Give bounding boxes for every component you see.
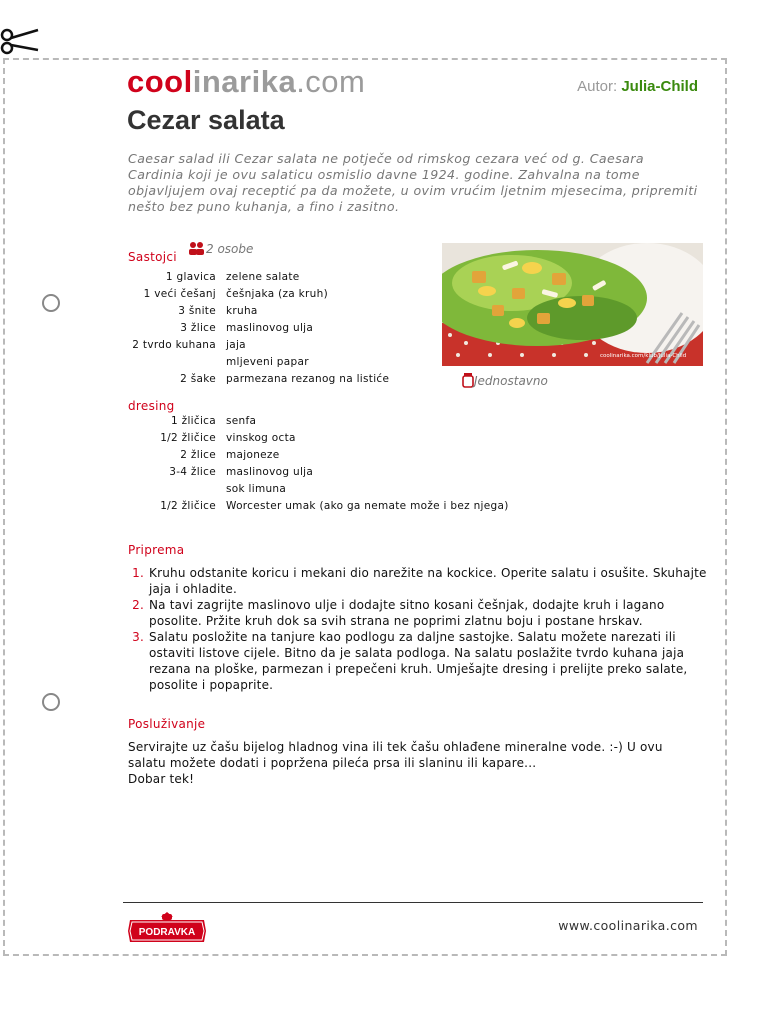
preparation-step: 2. Na tavi zagrijte maslinovo ulje i dodajte sitno kosani češnjak, dodajte kruh i lagano posolite. Pržite kruh dok sa svih strana ne poprimi zlatnu boju i postane hrskav.: [148, 597, 718, 629]
preparation-heading: Priprema: [128, 543, 185, 557]
author-line: [577, 78, 698, 95]
serving-heading: Posluživanje: [128, 717, 206, 731]
punch-hole-bottom: [42, 693, 60, 711]
people-icon: [188, 241, 206, 255]
svg-text:PODRAVKA: PODRAVKA: [138, 927, 196, 938]
preparation-step: 3. Salatu posložite na tanjure kao podlogu za daljne sastojke. Salatu možete narezati ili ostaviti listove cijele. Bitno da je salata podloga. Na salatu poslažite tvrdo kuhana jaja rezana na ploške, parmezan i prepečeni kruh. Umješajte dresing i prelijte preko salate, posolite i popaprite.: [148, 629, 718, 693]
preparation-steps: [128, 565, 718, 693]
ingredient-row: 1 glavica zelene salate: [165, 271, 300, 283]
difficulty-icon: [462, 372, 474, 388]
preparation-step: 1. Kruhu odstanite koricu i mekani dio narežite na kockice. Operite salatu i osušite. Skuhajte jaja i ohladite.: [148, 565, 718, 597]
ingredient-row: 1 veći češanj češnjaka (za kruh): [143, 288, 328, 300]
ingredients-list: [128, 271, 389, 390]
servings: [188, 241, 253, 256]
ingredient-row: 1/2 žličice Worcester umak (ako ga nemate može i bez njega): [160, 500, 509, 512]
ingredients-heading: Sastojci: [128, 250, 177, 264]
serving-text: Servirajte uz čašu bijelog hladnog vina ili tek čašu ohlađene mineralne vode. :-) U ovu salatu možete dodati i popržena pileća prsa ili slaninu ili kapare... Dobar tek!: [128, 740, 663, 786]
ingredient-row: 3 šnite kruha: [178, 305, 258, 317]
recipe-photo: [442, 243, 703, 366]
author-name[interactable]: Julia-Child: [621, 78, 698, 95]
ingredient-row: 1/2 žličice vinskog octa: [160, 432, 296, 444]
punch-hole-top: [42, 294, 60, 312]
ingredient-row: 3-4 žlice maslinovog ulja: [169, 466, 314, 478]
ingredient-row: mljeveni papar: [226, 356, 309, 368]
ingredient-row: 3 žlice maslinovog ulja: [180, 322, 314, 334]
coolinarika-logo[interactable]: coolinarika.com: [127, 64, 366, 99]
servings-text: 2 osobe: [206, 242, 254, 256]
difficulty-text: Jednostavno: [474, 374, 548, 388]
ingredient-row: sok limuna: [226, 483, 287, 495]
photo-watermark: coolinarika.com/klub/Julia-Child: [600, 353, 687, 359]
author-label: Autor:: [577, 78, 618, 95]
footer-divider: [123, 902, 703, 903]
dressing-heading: dresing: [128, 399, 175, 413]
recipe-intro: Caesar salad ili Cezar salata ne potječe od rimskog cezara već od g. Caesara Cardinia koji je ovu salaticu osmislio davne 1924. godine. Zahvalna na tome objavljujem ovaj receptić pa da možete, u ovim vrućim ljetnim mjesecima, pripremiti nešto bez puno kuhanja, a fino i zasitno.: [128, 151, 698, 214]
ingredient-row: 2 tvrdo kuhana jaja: [132, 339, 246, 351]
podravka-logo[interactable]: [126, 911, 208, 943]
ingredient-row: 2 šake parmezana rezanog na listiće: [180, 373, 390, 385]
difficulty: [462, 372, 548, 388]
dressing-list: [128, 415, 509, 517]
ingredient-row: 1 žličica senfa: [171, 415, 257, 427]
footer-website[interactable]: www.coolinarika.com: [558, 918, 698, 933]
ingredient-row: 2 žlice majoneze: [180, 449, 280, 461]
scissors-icon: [0, 26, 40, 56]
recipe-title: Cezar salata: [127, 105, 285, 135]
